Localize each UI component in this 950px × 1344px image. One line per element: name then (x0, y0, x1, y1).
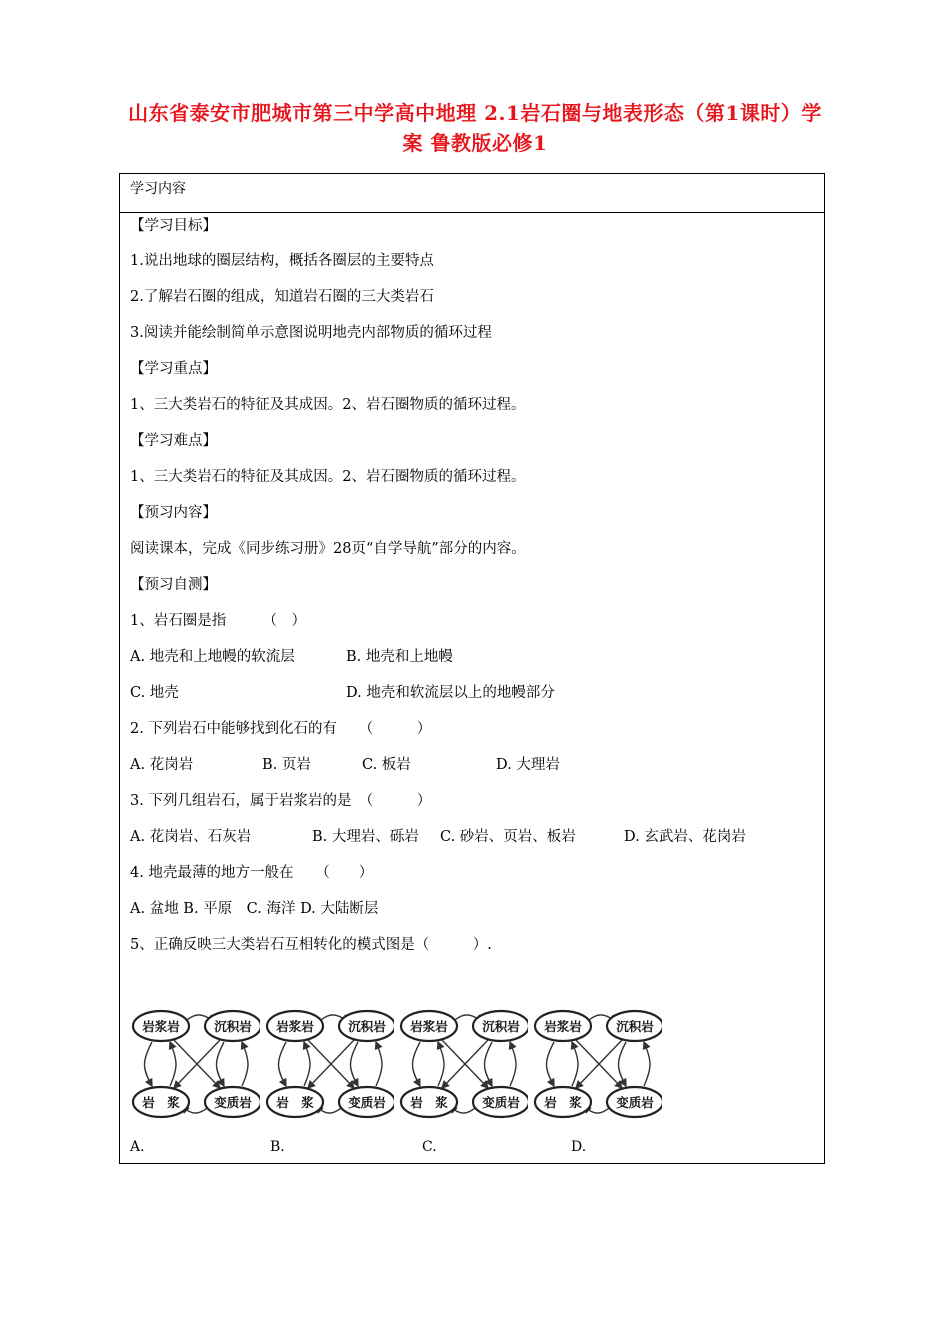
diagram-arrow (619, 1042, 627, 1086)
diagram-node-label: 岩浆岩 (544, 1019, 582, 1034)
diagram-node-label: 岩浆岩 (276, 1019, 314, 1034)
rock-cycle-diagram-a (130, 1006, 260, 1126)
diagram-node-label: 沉积岩 (616, 1019, 654, 1034)
q1-option-b: B. 地壳和上地幔 (346, 649, 453, 665)
section-key-points: 【学习重点】 (130, 361, 217, 377)
diagram-arrow (217, 1042, 225, 1086)
q2-option-c: C. 板岩 (362, 757, 411, 773)
q1-option-a: A. 地壳和上地幔的软流层 (130, 649, 295, 665)
diagram-node-label: 沉积岩 (348, 1019, 386, 1034)
title-line-2: 案 鲁教版必修1 (402, 131, 548, 155)
diagram-node-label: 岩 浆 (276, 1095, 314, 1110)
diagram-node-label: 岩 浆 (544, 1095, 582, 1110)
diagram-arrow (242, 1042, 248, 1086)
diagram-arrow (644, 1042, 650, 1086)
table-header-row: 学习内容 (120, 174, 824, 213)
diagram-label-d: D. (571, 1139, 587, 1155)
diagram-node-label: 沉积岩 (482, 1019, 520, 1034)
q2-option-d: D. 大理岩 (496, 757, 560, 773)
diagram-node-label: 岩 浆 (410, 1095, 448, 1110)
diagram-arrow (376, 1042, 382, 1086)
diagram-label-a: A. (130, 1139, 145, 1155)
section-goals: 【学习目标】 (130, 218, 217, 234)
rock-cycle-diagram-c (398, 1006, 528, 1126)
question-1: 1、岩石圈是指 （ ） (130, 613, 306, 629)
q2-option-a: A. 花岗岩 (130, 757, 194, 773)
diagram-node-label: 沉积岩 (214, 1019, 252, 1034)
q2-option-b: B. 页岩 (262, 757, 311, 773)
diagram-arrow (304, 1042, 310, 1086)
diagram-arrow (279, 1042, 287, 1086)
rock-cycle-diagram-b (264, 1006, 394, 1126)
diagram-node-label: 岩 浆 (142, 1095, 180, 1110)
goal-1: 1.说出地球的圈层结构，概括各圈层的主要特点 (130, 253, 434, 269)
diagram-node-label: 变质岩 (482, 1095, 520, 1110)
rock-cycle-diagram-d (532, 1006, 662, 1126)
diagram-node-label: 变质岩 (348, 1095, 386, 1110)
q4-options: A. 盆地 B. 平原 C. 海洋 D. 大陆断层 (130, 901, 379, 917)
diagram-arrow (438, 1042, 444, 1086)
key-points-text: 1、三大类岩石的特征及其成因。2、岩石圈物质的循环过程。 (130, 397, 526, 413)
diagram-arrow (145, 1042, 153, 1086)
diagram-node-label: 变质岩 (214, 1095, 252, 1110)
section-self-test: 【预习自测】 (130, 577, 217, 593)
diagram-arrow (170, 1042, 176, 1086)
diagram-arrow (572, 1042, 578, 1086)
study-plan-table (119, 173, 825, 1164)
title-line-1: 山东省泰安市肥城市第三中学高中地理 2.1岩石圈与地表形态（第1课时）学 (128, 101, 822, 125)
question-5: 5、正确反映三大类岩石互相转化的模式图是（ ）. (130, 937, 492, 953)
question-2: 2. 下列岩石中能够找到化石的有 （ ） (130, 721, 432, 737)
section-preview: 【预习内容】 (130, 505, 217, 521)
diagram-label-b: B. (270, 1139, 285, 1155)
diagram-arrow (547, 1042, 555, 1086)
goal-2: 2.了解岩石圈的组成，知道岩石圈的三大类岩石 (130, 289, 434, 305)
preview-text: 阅读课本，完成《同步练习册》28页“自学导航”部分的内容。 (130, 541, 526, 557)
difficulties-text: 1、三大类岩石的特征及其成因。2、岩石圈物质的循环过程。 (130, 469, 526, 485)
diagram-arrow (485, 1042, 493, 1086)
document-title (70, 98, 880, 158)
goal-3: 3.阅读并能绘制简单示意图说明地壳内部物质的循环过程 (130, 325, 492, 341)
q3-option-d: D. 玄武岩、花岗岩 (624, 829, 746, 845)
rock-cycle-diagrams (130, 1006, 670, 1126)
question-4: 4. 地壳最薄的地方一般在 （ ） (130, 865, 374, 881)
q1-option-d: D. 地壳和软流层以上的地幔部分 (346, 685, 555, 701)
section-difficulties: 【学习难点】 (130, 433, 217, 449)
diagram-node-label: 变质岩 (616, 1095, 654, 1110)
diagram-node-label: 岩浆岩 (142, 1019, 180, 1034)
question-3: 3. 下列几组岩石，属于岩浆岩的是 （ ） (130, 793, 432, 809)
q3-option-c: C. 砂岩、页岩、板岩 (440, 829, 576, 845)
diagram-arrow (510, 1042, 516, 1086)
q3-option-b: B. 大理岩、砾岩 (312, 829, 419, 845)
diagram-label-c: C. (422, 1139, 437, 1155)
diagram-arrow (413, 1042, 421, 1086)
q3-option-a: A. 花岗岩、石灰岩 (130, 829, 252, 845)
q1-option-c: C. 地壳 (130, 685, 179, 701)
diagram-node-label: 岩浆岩 (410, 1019, 448, 1034)
diagram-arrow (351, 1042, 359, 1086)
